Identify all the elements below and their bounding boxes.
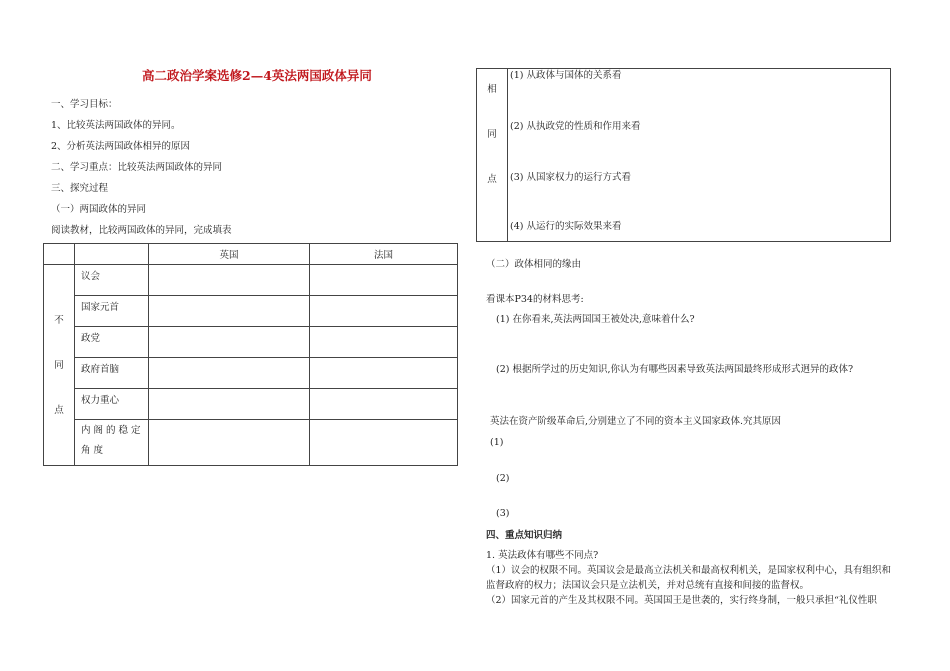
row-label-head-of-government: 政府首脑 (75, 358, 149, 389)
summary-point-1-line-2: 监督政府的权力；法国议会只是立法机关，并对总统有直接和间接的监督权。 (486, 580, 810, 591)
header-empty-1 (44, 244, 75, 265)
cell-uk-cabinet-stability[interactable] (149, 420, 310, 466)
cell-fr-head-of-government[interactable] (310, 358, 458, 389)
cell-uk-power-center[interactable] (149, 389, 310, 420)
cell-fr-power-center[interactable] (310, 389, 458, 420)
key-point: 二、学习重点：比较英法两国政体的异同 (51, 162, 223, 173)
difference-side-label (44, 265, 75, 466)
comparison-table (43, 243, 458, 466)
similarity-item: (2) 从执政党的性质和作用来看 (510, 121, 641, 132)
similarity-item: (1) 从政体与国体的关系看 (510, 70, 622, 81)
objective-1: 1、比较英法两国政体的异同。 (51, 120, 181, 131)
blank-3: (3) (496, 508, 510, 519)
side-char: 点 (487, 174, 497, 185)
cell-fr-head-of-state[interactable] (310, 296, 458, 327)
side-char: 不 (54, 314, 64, 326)
table-instruction: 阅读教材，比较两国政体的异同，完成填表 (51, 225, 232, 236)
table-row (44, 296, 458, 327)
row-label-parliament: 议会 (75, 265, 149, 296)
blank-2: (2) (496, 473, 510, 484)
row-label-power-center: 权力重心 (75, 389, 149, 420)
cell-uk-head-of-government[interactable] (149, 358, 310, 389)
similarity-items-cell[interactable] (508, 69, 891, 242)
table-row (44, 265, 458, 296)
cell-fr-parliament[interactable] (310, 265, 458, 296)
header-uk: 英国 (149, 244, 310, 265)
similarity-side-label (477, 69, 508, 242)
cell-fr-party[interactable] (310, 327, 458, 358)
cell-uk-party[interactable] (149, 327, 310, 358)
objectives-heading: 一、学习目标： (51, 99, 118, 110)
row-label-cabinet-stability: 内阁的稳定角度 (75, 420, 149, 466)
side-char: 同 (487, 129, 497, 140)
blank-1: (1) (490, 437, 504, 448)
similarities-table (476, 68, 891, 242)
header-france: 法国 (310, 244, 458, 265)
document-title: 高二政治学案选修2—4英法两国政体异同 (142, 68, 372, 83)
cell-uk-parliament[interactable] (149, 265, 310, 296)
reading-prompt: 看课本P34的材料思考: (486, 294, 584, 305)
cell-fr-cabinet-stability[interactable] (310, 420, 458, 466)
question-2: (2) 根据所学过的历史知识,你认为有哪些因素导致英法两国最终形成形式迥异的政体? (496, 364, 854, 375)
table-row (44, 358, 458, 389)
side-char: 相 (487, 84, 497, 95)
table-row (44, 389, 458, 420)
row-label-party: 政党 (75, 327, 149, 358)
section-1-heading: （一）两国政体的异同 (51, 204, 147, 215)
table-header-row (44, 244, 458, 265)
similarity-item: (3) 从国家权力的运行方式看 (510, 172, 631, 183)
section-4-heading: 四、重点知识归纳 (486, 530, 563, 541)
process-heading: 三、探究过程 (51, 183, 109, 194)
header-empty-2 (75, 244, 149, 265)
table-row (44, 420, 458, 466)
question-3: 英法在资产阶级革命后,分别建立了不同的资本主义国家政体.究其原因 (490, 416, 782, 427)
similarity-item: (4) 从运行的实际效果来看 (510, 221, 622, 232)
side-char: 点 (54, 404, 64, 416)
section-2-heading: （二）政体相同的缘由 (486, 259, 582, 270)
objective-2: 2、分析英法两国政体相异的原因 (51, 141, 191, 152)
summary-point-2-line-1: （2）国家元首的产生及其权限不同。英国国王是世袭的，实行终身制，一般只承担“礼仪性职 (486, 595, 877, 606)
table-row (477, 69, 891, 242)
table-row (44, 327, 458, 358)
cell-uk-head-of-state[interactable] (149, 296, 310, 327)
summary-point-1-line-1: （1）议会的权限不同。英国议会是最高立法机关和最高权利机关，是国家权利中心，具有组织和 (486, 565, 892, 576)
row-label-head-of-state: 国家元首 (75, 296, 149, 327)
side-char: 同 (54, 359, 64, 371)
summary-question: 1. 英法政体有哪些不同点? (486, 550, 599, 561)
question-1: (1) 在你看来,英法两国国王被处决,意味着什么? (496, 314, 695, 325)
